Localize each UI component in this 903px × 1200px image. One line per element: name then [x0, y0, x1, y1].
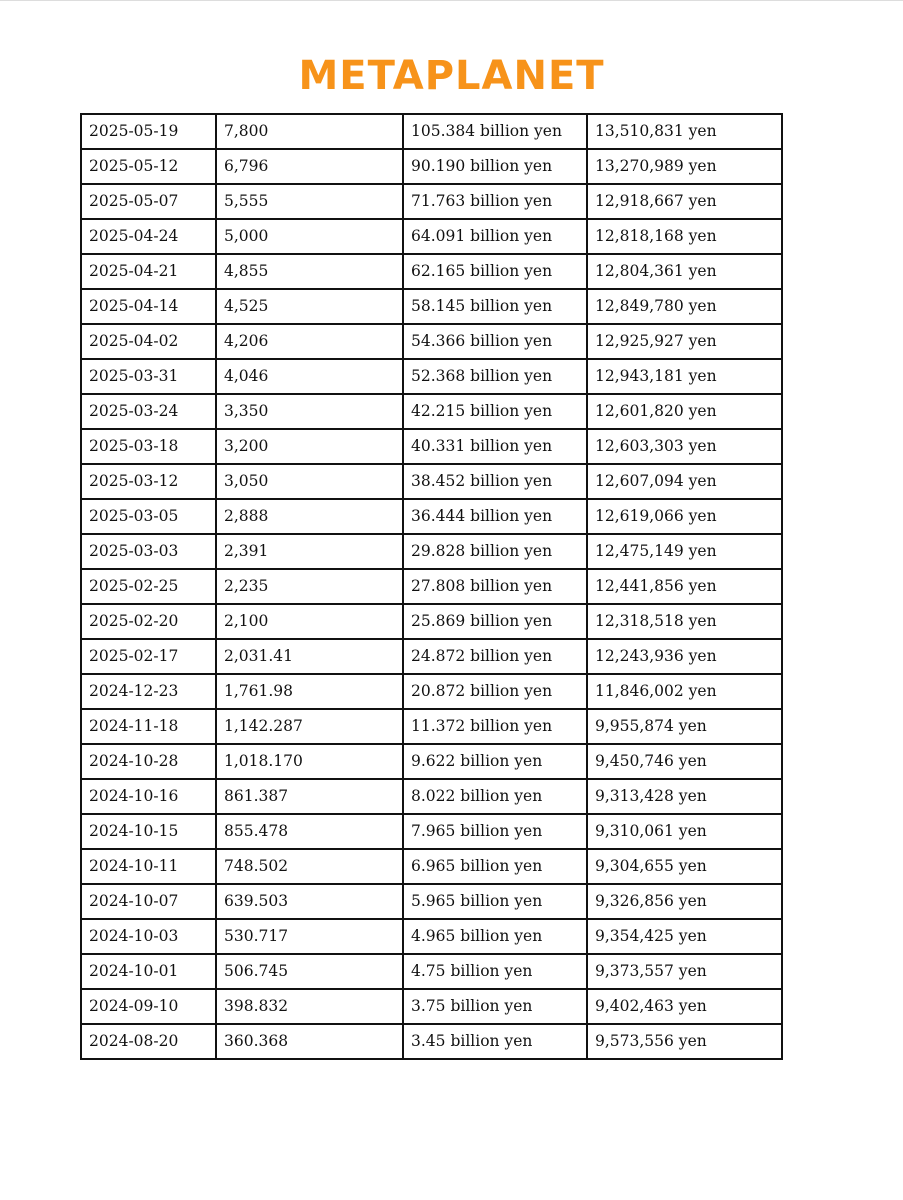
date-cell: 2024-11-18 — [81, 709, 216, 744]
date-cell: 2024-10-16 — [81, 779, 216, 814]
total-cost-cell: 25.869 billion yen — [403, 604, 587, 639]
date-cell: 2025-02-20 — [81, 604, 216, 639]
date-cell: 2025-03-05 — [81, 499, 216, 534]
average-price-cell: 9,310,061 yen — [587, 814, 782, 849]
top-divider — [0, 0, 903, 1]
table-row — [81, 429, 782, 464]
btc-holdings-cell: 2,888 — [216, 499, 403, 534]
total-cost-cell: 4.965 billion yen — [403, 919, 587, 954]
table-row — [81, 534, 782, 569]
table-row — [81, 289, 782, 324]
table-row — [81, 779, 782, 814]
btc-holdings-cell: 1,761.98 — [216, 674, 403, 709]
btc-holdings-cell: 6,796 — [216, 149, 403, 184]
date-cell: 2025-02-25 — [81, 569, 216, 604]
btc-holdings-cell: 5,000 — [216, 219, 403, 254]
average-price-cell: 9,450,746 yen — [587, 744, 782, 779]
table-row — [81, 149, 782, 184]
total-cost-cell: 52.368 billion yen — [403, 359, 587, 394]
table-row — [81, 884, 782, 919]
btc-holdings-cell: 861.387 — [216, 779, 403, 814]
average-price-cell: 9,326,856 yen — [587, 884, 782, 919]
total-cost-cell: 71.763 billion yen — [403, 184, 587, 219]
table-row — [81, 184, 782, 219]
average-price-cell: 9,354,425 yen — [587, 919, 782, 954]
date-cell: 2025-04-14 — [81, 289, 216, 324]
table-row — [81, 569, 782, 604]
table-row — [81, 464, 782, 499]
table-row — [81, 394, 782, 429]
date-cell: 2025-05-12 — [81, 149, 216, 184]
table-row — [81, 744, 782, 779]
average-price-cell: 12,918,667 yen — [587, 184, 782, 219]
total-cost-cell: 36.444 billion yen — [403, 499, 587, 534]
metaplanet-logo: METAPLANET — [298, 53, 605, 99]
total-cost-cell: 9.622 billion yen — [403, 744, 587, 779]
total-cost-cell: 64.091 billion yen — [403, 219, 587, 254]
btc-holdings-cell: 1,018.170 — [216, 744, 403, 779]
total-cost-cell: 27.808 billion yen — [403, 569, 587, 604]
average-price-cell: 12,243,936 yen — [587, 639, 782, 674]
average-price-cell: 12,804,361 yen — [587, 254, 782, 289]
btc-holdings-cell: 4,525 — [216, 289, 403, 324]
table-row — [81, 604, 782, 639]
date-cell: 2025-05-19 — [81, 114, 216, 149]
table-row — [81, 954, 782, 989]
date-cell: 2025-04-21 — [81, 254, 216, 289]
total-cost-cell: 5.965 billion yen — [403, 884, 587, 919]
average-price-cell: 12,318,518 yen — [587, 604, 782, 639]
average-price-cell: 12,475,149 yen — [587, 534, 782, 569]
total-cost-cell: 4.75 billion yen — [403, 954, 587, 989]
total-cost-cell: 3.75 billion yen — [403, 989, 587, 1024]
average-price-cell: 12,943,181 yen — [587, 359, 782, 394]
table-row — [81, 639, 782, 674]
btc-holdings-cell: 506.745 — [216, 954, 403, 989]
btc-holdings-cell: 530.717 — [216, 919, 403, 954]
average-price-cell: 13,510,831 yen — [587, 114, 782, 149]
btc-holdings-cell: 2,031.41 — [216, 639, 403, 674]
total-cost-cell: 7.965 billion yen — [403, 814, 587, 849]
table-body — [81, 114, 782, 1059]
btc-holdings-cell: 4,206 — [216, 324, 403, 359]
date-cell: 2024-12-23 — [81, 674, 216, 709]
table-row — [81, 499, 782, 534]
date-cell: 2025-03-18 — [81, 429, 216, 464]
btc-holdings-cell: 4,046 — [216, 359, 403, 394]
total-cost-cell: 40.331 billion yen — [403, 429, 587, 464]
date-cell: 2025-04-24 — [81, 219, 216, 254]
btc-holdings-cell: 639.503 — [216, 884, 403, 919]
btc-holdings-cell: 4,855 — [216, 254, 403, 289]
average-price-cell: 12,601,820 yen — [587, 394, 782, 429]
total-cost-cell: 62.165 billion yen — [403, 254, 587, 289]
table-row — [81, 114, 782, 149]
date-cell: 2025-02-17 — [81, 639, 216, 674]
total-cost-cell: 29.828 billion yen — [403, 534, 587, 569]
date-cell: 2024-10-11 — [81, 849, 216, 884]
total-cost-cell: 54.366 billion yen — [403, 324, 587, 359]
table-row — [81, 849, 782, 884]
average-price-cell: 9,313,428 yen — [587, 779, 782, 814]
average-price-cell: 12,607,094 yen — [587, 464, 782, 499]
table-row — [81, 674, 782, 709]
date-cell: 2025-03-03 — [81, 534, 216, 569]
table-row — [81, 919, 782, 954]
average-price-cell: 11,846,002 yen — [587, 674, 782, 709]
date-cell: 2025-03-24 — [81, 394, 216, 429]
btc-holdings-cell: 3,050 — [216, 464, 403, 499]
btc-holdings-cell: 3,350 — [216, 394, 403, 429]
average-price-cell: 9,373,557 yen — [587, 954, 782, 989]
total-cost-cell: 24.872 billion yen — [403, 639, 587, 674]
total-cost-cell: 58.145 billion yen — [403, 289, 587, 324]
date-cell: 2024-10-01 — [81, 954, 216, 989]
table-row — [81, 254, 782, 289]
date-cell: 2024-10-15 — [81, 814, 216, 849]
total-cost-cell: 105.384 billion yen — [403, 114, 587, 149]
table-row — [81, 814, 782, 849]
average-price-cell: 12,441,856 yen — [587, 569, 782, 604]
btc-holdings-cell: 7,800 — [216, 114, 403, 149]
btc-holdings-table — [80, 113, 783, 1060]
total-cost-cell: 3.45 billion yen — [403, 1024, 587, 1059]
date-cell: 2024-10-28 — [81, 744, 216, 779]
date-cell: 2025-04-02 — [81, 324, 216, 359]
average-price-cell: 9,573,556 yen — [587, 1024, 782, 1059]
date-cell: 2024-09-10 — [81, 989, 216, 1024]
btc-holdings-cell: 398.832 — [216, 989, 403, 1024]
total-cost-cell: 6.965 billion yen — [403, 849, 587, 884]
date-cell: 2025-03-31 — [81, 359, 216, 394]
total-cost-cell: 11.372 billion yen — [403, 709, 587, 744]
date-cell: 2025-03-12 — [81, 464, 216, 499]
table-row — [81, 359, 782, 394]
average-price-cell: 13,270,989 yen — [587, 149, 782, 184]
date-cell: 2024-08-20 — [81, 1024, 216, 1059]
btc-holdings-cell: 3,200 — [216, 429, 403, 464]
btc-holdings-cell: 1,142.287 — [216, 709, 403, 744]
total-cost-cell: 90.190 billion yen — [403, 149, 587, 184]
date-cell: 2024-10-07 — [81, 884, 216, 919]
table-row — [81, 709, 782, 744]
table-row — [81, 1024, 782, 1059]
average-price-cell: 9,402,463 yen — [587, 989, 782, 1024]
btc-holdings-cell: 2,100 — [216, 604, 403, 639]
average-price-cell: 9,955,874 yen — [587, 709, 782, 744]
btc-holdings-cell: 2,391 — [216, 534, 403, 569]
btc-holdings-cell: 748.502 — [216, 849, 403, 884]
average-price-cell: 12,619,066 yen — [587, 499, 782, 534]
average-price-cell: 9,304,655 yen — [587, 849, 782, 884]
total-cost-cell: 42.215 billion yen — [403, 394, 587, 429]
table-row — [81, 989, 782, 1024]
btc-holdings-cell: 855.478 — [216, 814, 403, 849]
total-cost-cell: 20.872 billion yen — [403, 674, 587, 709]
average-price-cell: 12,849,780 yen — [587, 289, 782, 324]
date-cell: 2025-05-07 — [81, 184, 216, 219]
btc-holdings-cell: 5,555 — [216, 184, 403, 219]
table-row — [81, 219, 782, 254]
average-price-cell: 12,818,168 yen — [587, 219, 782, 254]
btc-holdings-cell: 360.368 — [216, 1024, 403, 1059]
table-row — [81, 324, 782, 359]
average-price-cell: 12,925,927 yen — [587, 324, 782, 359]
date-cell: 2024-10-03 — [81, 919, 216, 954]
total-cost-cell: 38.452 billion yen — [403, 464, 587, 499]
btc-holdings-cell: 2,235 — [216, 569, 403, 604]
total-cost-cell: 8.022 billion yen — [403, 779, 587, 814]
average-price-cell: 12,603,303 yen — [587, 429, 782, 464]
